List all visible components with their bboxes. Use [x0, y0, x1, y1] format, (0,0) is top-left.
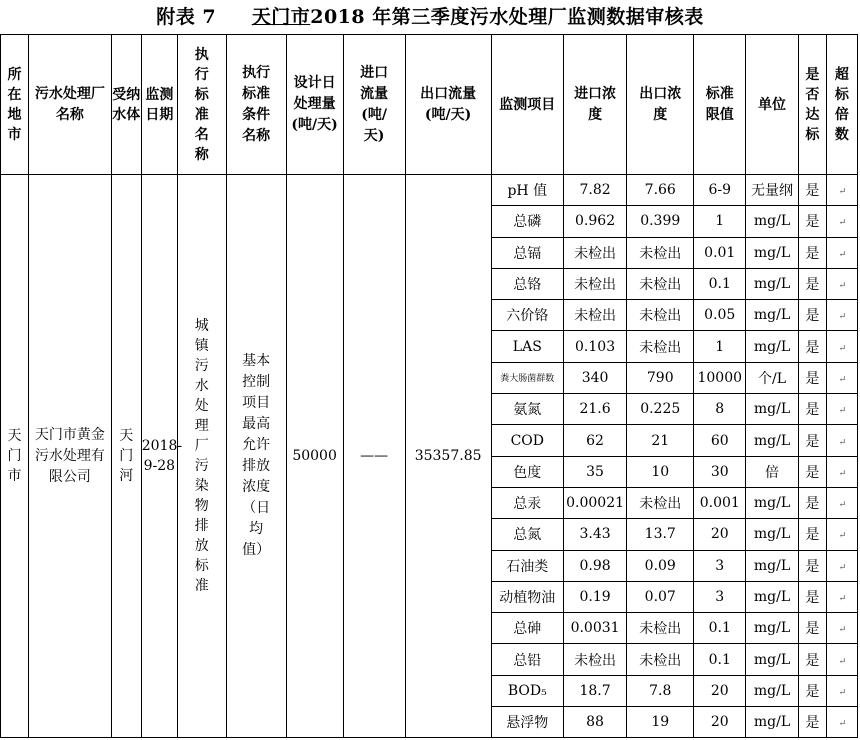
cell-ok: 是 [798, 644, 826, 675]
cell-exceed [826, 300, 857, 331]
cell-ok: 是 [798, 362, 826, 393]
cell-exceed [826, 268, 857, 299]
cell-limit: 3 [694, 581, 746, 612]
cell-in-conc: 0.962 [564, 206, 627, 237]
cell-item: 动植物油 [491, 581, 563, 612]
cell-condition: 基本控制项目最高允许排放浓度（日均值） [226, 175, 286, 738]
cell-item: LAS [491, 331, 563, 362]
cell-water-body: 天门河 [111, 175, 141, 738]
cell-limit: 0.001 [694, 487, 746, 518]
cell-unit: 倍 [746, 456, 799, 487]
cell-ok: 是 [798, 268, 826, 299]
cell-limit: 1 [694, 331, 746, 362]
header-out-conc: 出口浓度 [627, 35, 694, 175]
header-limit: 标准限值 [694, 35, 746, 175]
cell-unit: mg/L [746, 487, 799, 518]
cell-unit: mg/L [746, 300, 799, 331]
cell-unit: mg/L [746, 394, 799, 425]
cell-item: 总镉 [491, 237, 563, 268]
header-row [1, 35, 858, 175]
cell-design: 50000 [286, 175, 343, 738]
cell-ok: 是 [798, 394, 826, 425]
cell-limit: 0.1 [694, 268, 746, 299]
cell-item: 粪大肠菌群数 [491, 362, 563, 393]
cell-in-conc: 35 [564, 456, 627, 487]
cell-in-conc: 未检出 [564, 644, 627, 675]
cell-item: pH 值 [491, 175, 563, 206]
cell-ok: 是 [798, 456, 826, 487]
header-in-conc: 进口浓度 [564, 35, 627, 175]
cell-in-conc: 0.00021 [564, 487, 627, 518]
cell-ok: 是 [798, 175, 826, 206]
header-ok: 是否达标 [798, 35, 826, 175]
title-prefix: 附表 7 [156, 6, 217, 28]
cell-exceed [826, 394, 857, 425]
header-date: 监测日期 [141, 35, 177, 175]
cell-exceed [826, 550, 857, 581]
cell-exceed [826, 237, 857, 268]
cell-ok: 是 [798, 237, 826, 268]
table-row [1, 175, 858, 206]
paragraph-mark: ↵ [838, 687, 847, 698]
cell-limit: 20 [694, 707, 746, 738]
paragraph-mark: ↵ [838, 406, 847, 417]
cell-in-conc: 未检出 [564, 268, 627, 299]
cell-unit: mg/L [746, 675, 799, 706]
cell-unit: mg/L [746, 425, 799, 456]
paragraph-mark: ↵ [838, 281, 847, 292]
cell-in-conc: 3.43 [564, 519, 627, 550]
cell-out-conc: 未检出 [627, 613, 694, 644]
cell-plant: 天门市黄金污水处理有限公司 [28, 175, 111, 738]
cell-out-conc: 未检出 [627, 644, 694, 675]
cell-out-conc: 未检出 [627, 300, 694, 331]
cell-out-conc: 未检出 [627, 487, 694, 518]
paragraph-mark: ↵ [838, 249, 847, 260]
cell-exceed [826, 175, 857, 206]
cell-out-conc: 7.66 [627, 175, 694, 206]
cell-out-conc: 10 [627, 456, 694, 487]
paragraph-mark: ↵ [838, 719, 847, 730]
cell-exceed [826, 331, 857, 362]
cell-item: 总汞 [491, 487, 563, 518]
cell-city: 天门市 [1, 175, 29, 738]
paragraph-mark: ↵ [838, 562, 847, 573]
cell-exceed [826, 675, 857, 706]
paragraph-mark: ↵ [838, 187, 847, 198]
cell-limit: 0.01 [694, 237, 746, 268]
cell-exceed [826, 425, 857, 456]
cell-in-conc: 18.7 [564, 675, 627, 706]
header-exceed: 超标倍数 [826, 35, 857, 175]
cell-item: 总铬 [491, 268, 563, 299]
cell-in-conc: 0.98 [564, 550, 627, 581]
cell-item: COD [491, 425, 563, 456]
cell-out-conc: 13.7 [627, 519, 694, 550]
cell-inflow: —— [343, 175, 405, 738]
header-standard: 执行标准名称 [177, 35, 226, 175]
cell-in-conc: 0.19 [564, 581, 627, 612]
cell-unit: mg/L [746, 613, 799, 644]
cell-unit: mg/L [746, 644, 799, 675]
cell-out-conc: 0.07 [627, 581, 694, 612]
cell-out-conc: 19 [627, 707, 694, 738]
cell-unit: mg/L [746, 237, 799, 268]
cell-limit: 6-9 [694, 175, 746, 206]
cell-unit: mg/L [746, 206, 799, 237]
cell-exceed [826, 519, 857, 550]
paragraph-mark: ↵ [838, 343, 847, 354]
cell-limit: 60 [694, 425, 746, 456]
document-title [0, 0, 860, 34]
cell-unit: mg/L [746, 519, 799, 550]
cell-ok: 是 [798, 331, 826, 362]
cell-ok: 是 [798, 613, 826, 644]
cell-limit: 8 [694, 394, 746, 425]
cell-limit: 10000 [694, 362, 746, 393]
cell-item: 六价铬 [491, 300, 563, 331]
cell-unit: mg/L [746, 331, 799, 362]
cell-in-conc: 7.82 [564, 175, 627, 206]
cell-limit: 0.05 [694, 300, 746, 331]
cell-item: 色度 [491, 456, 563, 487]
header-item: 监测项目 [491, 35, 563, 175]
cell-ok: 是 [798, 425, 826, 456]
paragraph-mark: ↵ [838, 468, 847, 479]
cell-unit: 无量纲 [746, 175, 799, 206]
cell-item: 总铅 [491, 644, 563, 675]
cell-out-conc: 21 [627, 425, 694, 456]
cell-unit: 个/L [746, 362, 799, 393]
header-unit: 单位 [746, 35, 799, 175]
cell-standard: 城镇污水处理厂污染物排放标准 [177, 175, 226, 738]
cell-exceed [826, 644, 857, 675]
cell-ok: 是 [798, 550, 826, 581]
paragraph-mark: ↵ [838, 531, 847, 542]
cell-out-conc: 未检出 [627, 268, 694, 299]
header-inflow: 进口流量(吨/天) [343, 35, 405, 175]
cell-in-conc: 88 [564, 707, 627, 738]
paragraph-mark: ↵ [838, 500, 847, 511]
monitoring-table [0, 34, 858, 738]
cell-unit: mg/L [746, 268, 799, 299]
cell-ok: 是 [798, 675, 826, 706]
cell-in-conc: 0.0031 [564, 613, 627, 644]
title-rest: 2018 年第三季度污水处理厂监测数据审核表 [310, 6, 704, 28]
cell-out-conc: 0.225 [627, 394, 694, 425]
cell-ok: 是 [798, 519, 826, 550]
cell-limit: 1 [694, 206, 746, 237]
paragraph-mark: ↵ [838, 625, 847, 636]
cell-item: 总磷 [491, 206, 563, 237]
cell-item: 氨氮 [491, 394, 563, 425]
header-plant: 污水处理厂名称 [28, 35, 111, 175]
cell-ok: 是 [798, 581, 826, 612]
cell-ok: 是 [798, 300, 826, 331]
cell-exceed [826, 206, 857, 237]
cell-exceed [826, 456, 857, 487]
header-design: 设计日处理量(吨/天) [286, 35, 343, 175]
cell-exceed [826, 487, 857, 518]
cell-out-conc: 未检出 [627, 331, 694, 362]
cell-exceed [826, 581, 857, 612]
cell-date: 2018-9-28 [141, 175, 177, 738]
cell-unit: mg/L [746, 550, 799, 581]
cell-out-conc: 790 [627, 362, 694, 393]
cell-limit: 20 [694, 519, 746, 550]
header-water-body: 受纳水体 [111, 35, 141, 175]
paragraph-mark: ↵ [838, 594, 847, 604]
cell-exceed [826, 613, 857, 644]
cell-in-conc: 未检出 [564, 237, 627, 268]
cell-limit: 20 [694, 675, 746, 706]
cell-in-conc: 0.103 [564, 331, 627, 362]
header-city: 所在地市 [1, 35, 29, 175]
paragraph-mark: ↵ [838, 218, 847, 229]
cell-limit: 3 [694, 550, 746, 581]
cell-exceed [826, 362, 857, 393]
cell-ok: 是 [798, 206, 826, 237]
cell-in-conc: 340 [564, 362, 627, 393]
cell-out-conc: 0.399 [627, 206, 694, 237]
header-outflow: 出口流量(吨/天) [405, 35, 491, 175]
cell-limit: 0.1 [694, 613, 746, 644]
cell-out-conc: 未检出 [627, 237, 694, 268]
cell-item: 总砷 [491, 613, 563, 644]
paragraph-mark: ↵ [838, 437, 847, 448]
cell-out-conc: 7.8 [627, 675, 694, 706]
cell-item: 悬浮物 [491, 707, 563, 738]
cell-exceed [826, 707, 857, 738]
header-condition: 执行标准条件名称 [226, 35, 286, 175]
cell-in-conc: 62 [564, 425, 627, 456]
cell-item: 总氮 [491, 519, 563, 550]
cell-limit: 0.1 [694, 644, 746, 675]
cell-in-conc: 未检出 [564, 300, 627, 331]
title-city: 天门市 [251, 6, 311, 28]
cell-unit: mg/L [746, 707, 799, 738]
cell-ok: 是 [798, 707, 826, 738]
cell-out-conc: 0.09 [627, 550, 694, 581]
cell-unit: mg/L [746, 581, 799, 612]
paragraph-mark: ↵ [838, 656, 847, 667]
cell-outflow: 35357.85 [405, 175, 491, 738]
cell-ok: 是 [798, 487, 826, 518]
paragraph-mark: ↵ [838, 374, 847, 385]
cell-item: BOD₅ [491, 675, 563, 706]
paragraph-mark: ↵ [838, 312, 847, 323]
cell-item: 石油类 [491, 550, 563, 581]
cell-in-conc: 21.6 [564, 394, 627, 425]
cell-limit: 30 [694, 456, 746, 487]
